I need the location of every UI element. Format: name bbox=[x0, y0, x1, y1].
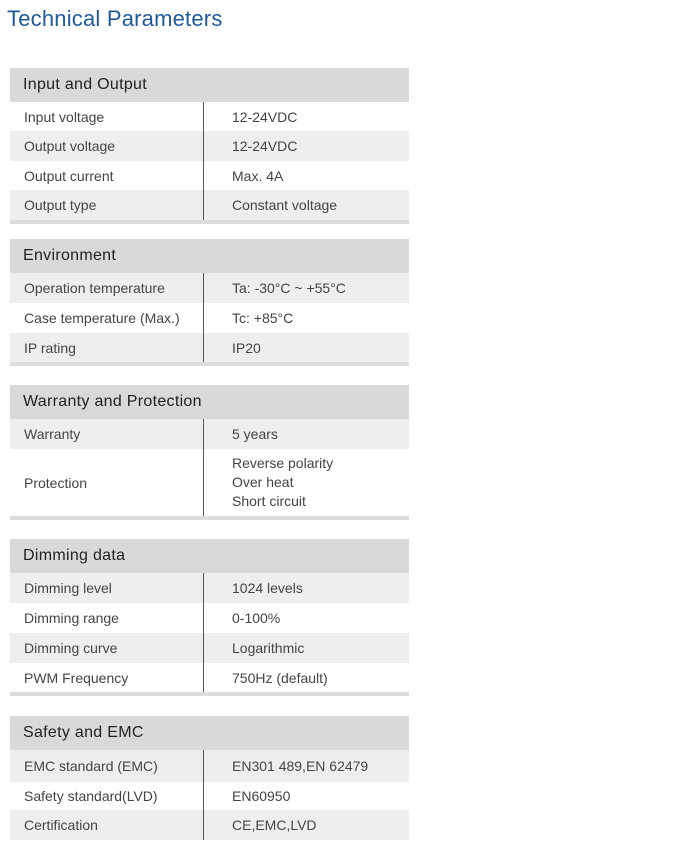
table-row bbox=[10, 273, 409, 303]
section-input-output bbox=[10, 68, 409, 224]
table-row bbox=[10, 449, 409, 516]
row-value: Logarithmic bbox=[232, 640, 305, 656]
row-value: IP20 bbox=[232, 339, 261, 356]
table-row bbox=[10, 573, 409, 603]
table-row bbox=[10, 102, 409, 131]
row-label: Input voltage bbox=[10, 102, 204, 131]
table-row bbox=[10, 303, 409, 333]
protection-item: Over heat bbox=[232, 474, 294, 490]
table-row bbox=[10, 603, 409, 633]
row-label: Output voltage bbox=[10, 131, 204, 161]
row-label: Dimming range bbox=[10, 603, 204, 633]
row-value: Max. 4A bbox=[232, 167, 284, 184]
row-value: 12-24VDC bbox=[232, 138, 298, 154]
page-title: Technical Parameters bbox=[7, 6, 223, 31]
row-value: 0-100% bbox=[232, 610, 281, 626]
table-row bbox=[10, 190, 409, 220]
row-label: Dimming curve bbox=[10, 633, 204, 663]
row-value-list bbox=[204, 449, 409, 516]
row-value: 5 years bbox=[232, 426, 278, 442]
row-value: EN301 489,EN 62479 bbox=[232, 758, 369, 774]
row-label: Output type bbox=[10, 190, 204, 220]
row-value: Constant voltage bbox=[232, 197, 338, 213]
row-label: Case temperature (Max.) bbox=[10, 303, 204, 333]
row-value: Ta: -30°C ~ +55°C bbox=[232, 280, 346, 296]
row-value: CE,EMC,LVD bbox=[232, 817, 317, 833]
row-value: 12-24VDC bbox=[232, 108, 298, 125]
section-header: Warranty and Protection bbox=[10, 385, 409, 419]
section-warranty-protection bbox=[10, 385, 409, 520]
row-value: 750Hz (default) bbox=[232, 669, 328, 686]
table-row bbox=[10, 131, 409, 161]
section-header: Safety and EMC bbox=[10, 716, 409, 750]
row-label: Warranty bbox=[10, 419, 204, 449]
section-header: Input and Output bbox=[10, 68, 409, 102]
section-dimming-data bbox=[10, 539, 409, 696]
section-environment bbox=[10, 239, 409, 366]
row-label: Protection bbox=[10, 449, 204, 516]
row-label: Dimming level bbox=[10, 573, 204, 603]
row-label: Safety standard(LVD) bbox=[10, 782, 204, 810]
row-value: Tc: +85°C bbox=[232, 310, 294, 326]
row-label: IP rating bbox=[10, 333, 204, 362]
row-label: EMC standard (EMC) bbox=[10, 750, 204, 782]
row-value: 1024 levels bbox=[232, 580, 303, 596]
table-row bbox=[10, 750, 409, 782]
row-label: Certification bbox=[10, 810, 204, 840]
row-value: EN60950 bbox=[232, 788, 291, 804]
row-label: PWM Frequency bbox=[10, 663, 204, 692]
table-row bbox=[10, 161, 409, 190]
protection-item: Reverse polarity bbox=[232, 455, 334, 471]
table-row bbox=[10, 333, 409, 362]
table-row bbox=[10, 782, 409, 810]
row-label: Operation temperature bbox=[10, 273, 204, 303]
table-row bbox=[10, 419, 409, 449]
protection-item: Short circuit bbox=[232, 493, 306, 509]
table-row bbox=[10, 663, 409, 692]
section-header: Environment bbox=[10, 239, 409, 273]
row-label: Output current bbox=[10, 161, 204, 190]
table-row bbox=[10, 633, 409, 663]
table-row bbox=[10, 810, 409, 840]
section-header: Dimming data bbox=[10, 539, 409, 573]
section-safety-emc bbox=[10, 716, 409, 840]
